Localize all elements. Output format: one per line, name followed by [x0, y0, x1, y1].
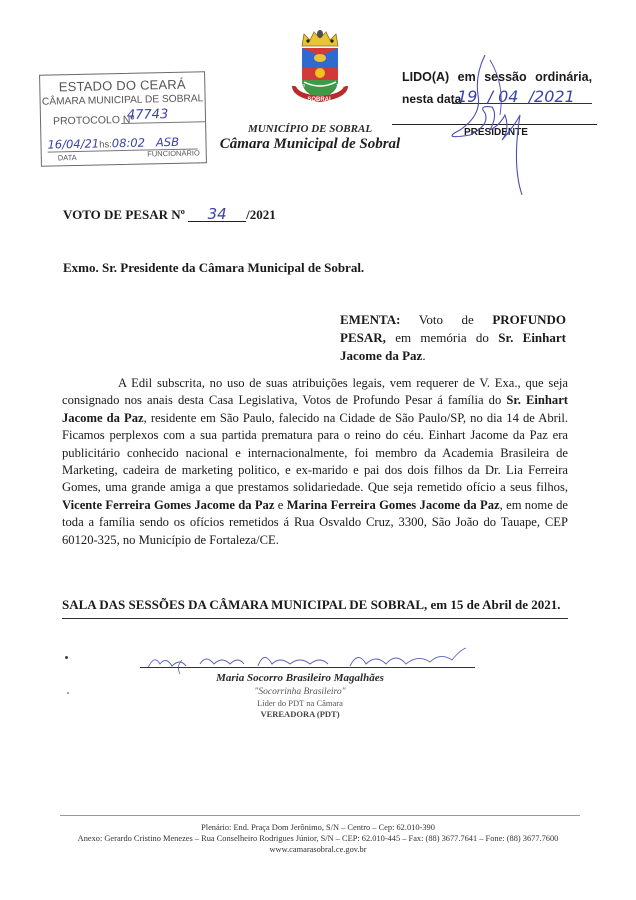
- ementa-emphasis: PROFUNDO PESAR,: [340, 312, 566, 345]
- stamp-time-value: 08:02: [111, 135, 146, 151]
- signer-name: Maria Socorro Brasileiro Magalhães: [216, 672, 384, 684]
- ementa: [340, 311, 566, 365]
- son-name: Vicente Ferreira Gomes Jacome da Paz: [62, 497, 275, 512]
- reading-date-value: 19 / 04 /2021: [452, 87, 592, 104]
- coat-year-right: 1841: [336, 83, 347, 88]
- stamp-initials: ASB: [155, 134, 180, 150]
- footer: [30, 822, 606, 855]
- signer-nickname: "Socorrinha Brasileiro": [254, 687, 346, 697]
- stamp-protocol-label: PROTOCOLO Nº: [52, 113, 135, 128]
- president-label: PRESIDENTE: [464, 127, 528, 138]
- stamp-chamber: CÂMARA MUNICIPAL DE SOBRAL: [41, 93, 204, 108]
- reading-date-label: nesta data: [402, 92, 462, 106]
- daughter-name: Marina Ferreira Gomes Jacome da Paz: [286, 497, 500, 512]
- body-text: e: [274, 497, 287, 512]
- reading-stamp-line1: LIDO(A) em sessão ordinária,: [402, 70, 593, 84]
- protocol-stamp: [39, 71, 207, 166]
- footer-annex-address: Anexo: Gerardo Cristino Menezes – Rua Conselheiro Rodrigues Júnior, S/N – CEP: 62.010-445 – Fax: (88) 3677.7641 – Fone: (88) 3677.7600: [77, 834, 559, 843]
- body-text: , residente em São Paulo, falecido na Cidade de São Paulo/SP, no dia 14 de Abril. Ficamos perplexos com a sua partida prematura para o reino do céu. Einhart Jacome da Paz era publicitário conhecido nacional e internacionalmente, foi membro da Academia Brasileira de Marketing, cadeira de marketing politico, e ex-marido e pai dos dois filhos da Dr. Lia Ferreira Gomes, uma grande amiga a que prestamos solidariedade. Que seja remetido ofício a seus filhos,: [62, 410, 568, 495]
- stamp-protocol-number: 47743: [121, 106, 205, 124]
- reading-year: 2021: [534, 87, 575, 106]
- signature-line: [140, 667, 475, 668]
- document-title: [63, 207, 276, 223]
- sobral-coat-of-arms-icon: [280, 28, 360, 104]
- stamp-state: ESTADO DO CEARÁ: [58, 76, 186, 95]
- title-suffix: /2021: [246, 207, 276, 222]
- ementa-label: EMENTA:: [340, 312, 401, 327]
- municipality-heading: MUNICÍPIO DE SOBRAL: [247, 123, 373, 135]
- scan-speck: [65, 656, 68, 659]
- stamp-date-label: DATA: [57, 152, 77, 163]
- coat-banner-text: SOBRAL: [307, 97, 333, 103]
- ementa-deceased-name: Sr. Einhart Jacome da Paz: [340, 330, 566, 363]
- body-paragraph: [62, 375, 568, 549]
- reading-day: 19: [457, 87, 478, 106]
- stamp-hs-label: hs:: [99, 139, 112, 151]
- addressee: Exmo. Sr. Presidente da Câmara Municipal de Sobral.: [63, 260, 365, 275]
- ementa-text: em memória do: [385, 330, 499, 345]
- footer-plenary-address: Plenário: End. Praça Dom Jerônimo, S/N – Centro – Cep: 62.010-390: [201, 823, 435, 832]
- scan-speck: [67, 692, 69, 694]
- closing-divider: [62, 618, 568, 619]
- stamp-date-value: 16/04/21: [47, 136, 100, 152]
- title-prefix: VOTO DE PESAR Nº: [63, 207, 185, 222]
- ementa-text: .: [422, 348, 426, 363]
- reading-month: 04: [498, 87, 519, 106]
- stamp-employee-label: FUNCIONÁRIO: [147, 148, 200, 159]
- coat-year-left: 1773: [295, 83, 306, 88]
- footer-divider: [60, 815, 580, 816]
- body-text: , em nome de toda a família sendo os ofícios remetidos á Rua Osvaldo Cruz, 3300, São João do Tauape, CEP 60120-325, no Município de Fortaleza/CE.: [62, 497, 568, 547]
- signer-title: VEREADORA (PDT): [260, 709, 340, 719]
- deceased-name: Sr. Einhart Jacome da Paz: [62, 393, 568, 425]
- president-signature-scribble: [430, 55, 570, 205]
- closing-line: SALA DAS SESSÕES DA CÂMARA MUNICIPAL DE SOBRAL, em 15 de Abril de 2021.: [62, 597, 561, 612]
- body-text: A Edil subscrita, no uso de suas atribuições legais, vem requerer de V. Exa., que seja consignado nos anais desta Casa Legislativa, Votos de Profundo Pesar á família do: [62, 376, 568, 408]
- ementa-text: Voto de: [400, 312, 493, 327]
- title-number: 34: [188, 207, 246, 222]
- stamp-protocol-row: [52, 107, 169, 128]
- signer-role: Líder do PDT na Câmara: [257, 698, 343, 708]
- chamber-heading: Câmara Municipal de Sobral: [219, 136, 401, 152]
- footer-website-link[interactable]: www.camarasobral.ce.gov.br: [269, 845, 367, 854]
